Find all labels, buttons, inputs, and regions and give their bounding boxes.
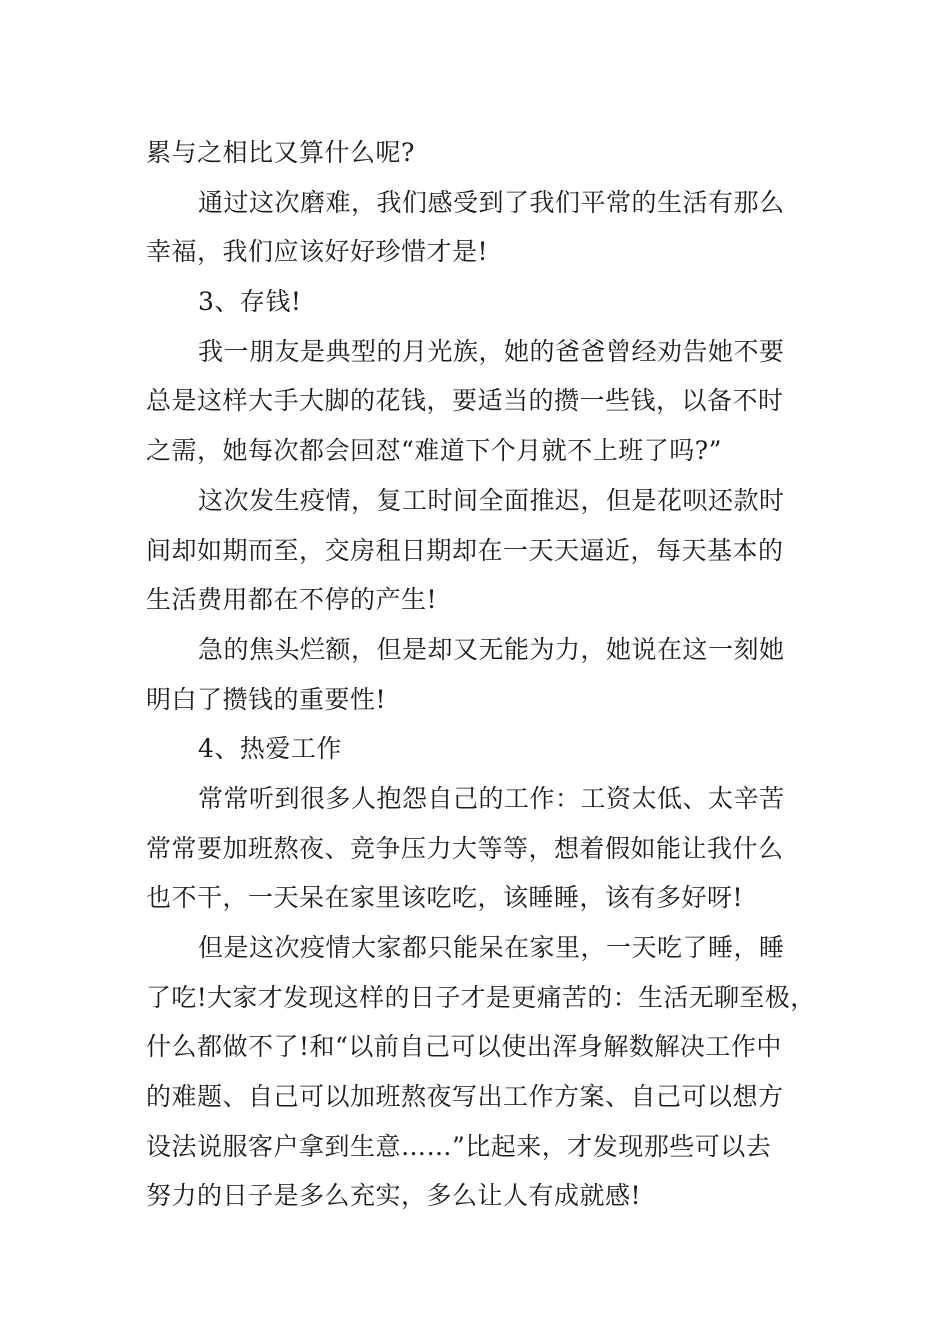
text-line: 常常要加班熬夜、竞争压力大等等，想着假如能让我什么 xyxy=(146,833,784,863)
text-line: 急的焦头烂额，但是却又无能为力，她说在这一刻她 xyxy=(198,634,785,664)
document-body xyxy=(146,128,816,1221)
text-line: 常常听到很多人抱怨自己的工作：工资太低、太辛苦 xyxy=(198,783,785,813)
text-line: 明白了攒钱的重要性! xyxy=(146,684,387,714)
text-line: 之需，她每次都会回怼“难道下个月就不上班了吗?” xyxy=(146,436,722,466)
section-heading: 3、存钱! xyxy=(198,287,302,317)
text-line: 累与之相比又算什么呢? xyxy=(146,138,415,167)
text-line: 间却如期而至，交房租日期却在一天天逼近，每天基本的 xyxy=(146,535,784,565)
text-line: 总是这样大手大脚的花钱，要适当的攒一些钱，以备不时 xyxy=(146,386,784,416)
text-line: 通过这次磨难，我们感受到了我们平常的生活有那么 xyxy=(198,187,785,217)
text-line: 我一朋友是典型的月光族，她的爸爸曾经劝告她不要 xyxy=(198,336,785,366)
text-line: 什么都做不了!和“以前自己可以使出浑身解数解决工作中 xyxy=(146,1032,782,1062)
section-heading: 4、热爱工作 xyxy=(198,734,342,764)
text-line: 但是这次疫情大家都只能呆在家里，一天吃了睡，睡 xyxy=(198,933,785,962)
text-line: 也不干，一天呆在家里该吃吃，该睡睡，该有多好呀! xyxy=(146,883,744,913)
text-line: 这次发生疫情，复工时间全面推迟，但是花呗还款时 xyxy=(198,485,785,515)
text-line: 的难题、自己可以加班熬夜写出工作方案、自己可以想方 xyxy=(146,1082,784,1112)
text-line: 幸福，我们应该好好珍惜才是! xyxy=(146,237,489,267)
text-line: 了吃!大家才发现这样的日子才是更痛苦的：生活无聊至极， xyxy=(146,982,816,1012)
text-line: 设法说服客户拿到生意……”比起来，才发现那些可以去 xyxy=(146,1131,772,1161)
text-line: 生活费用都在不停的产生! xyxy=(146,585,438,615)
text-line: 努力的日子是多么充实，多么让人有成就感! xyxy=(146,1181,642,1211)
